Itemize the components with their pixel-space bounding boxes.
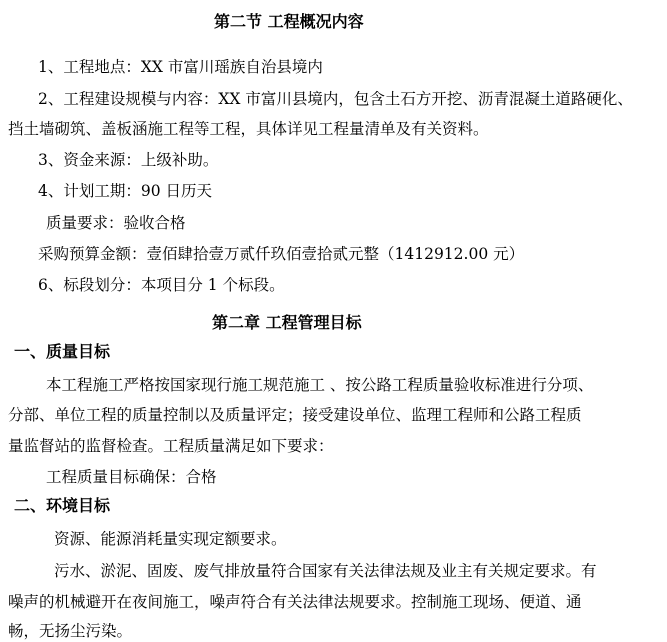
planned-duration: 4、计划工期：90 日历天 (38, 182, 213, 200)
environment-paragraph1: 资源、能源消耗量实现定额要求。 (54, 530, 287, 548)
quality-paragraph-line2: 分部、单位工程的质量控制以及质量评定；接受建设单位、监理工程师和公路工程质 (8, 406, 582, 424)
quality-heading: 一、质量目标 (14, 342, 111, 361)
project-scale-line2: 挡土墙砌筑、盖板涵施工程等工程，具体详见工程量清单及有关资料。 (8, 120, 489, 138)
environment-paragraph2-line1: 污水、淤泥、固废、废气排放量符合国家有关法律法规及业主有关规定要求。有 (54, 562, 597, 580)
chapter-title: 第二章 工程管理目标 (212, 313, 362, 332)
quality-paragraph-line3: 量监督站的监督检查。工程质量满足如下要求： (8, 437, 334, 455)
procurement-budget: 采购预算金额：壹佰肆拾壹万贰仟玖佰壹拾贰元整（1412912.00 元） (38, 245, 525, 263)
environment-paragraph2-line2: 噪声的机械避开在夜间施工，噪声符合有关法律法规要求。控制施工现场、便道、通 (8, 593, 582, 611)
environment-heading: 二、环境目标 (14, 496, 111, 515)
project-scale-line1: 2、工程建设规模与内容：XX 市富川县境内，包含土石方开挖、沥青混凝土道路硬化、 (38, 90, 633, 108)
lot-division: 6、标段划分：本项目分 1 个标段。 (38, 276, 285, 294)
quality-requirement: 质量要求：验收合格 (46, 214, 186, 232)
quality-target: 工程质量目标确保：合格 (46, 468, 217, 486)
funding-source: 3、资金来源：上级补助。 (38, 151, 219, 169)
quality-paragraph-line1: 本工程施工严格按国家现行施工规范施工 、按公路工程质量验收标准进行分项、 (46, 376, 594, 394)
environment-paragraph2-line3: 畅，无扬尘污染。 (8, 622, 133, 640)
project-site: 1、工程地点：XX 市富川瑶族自治县境内 (38, 58, 323, 76)
section-title: 第二节 工程概况内容 (214, 12, 364, 31)
